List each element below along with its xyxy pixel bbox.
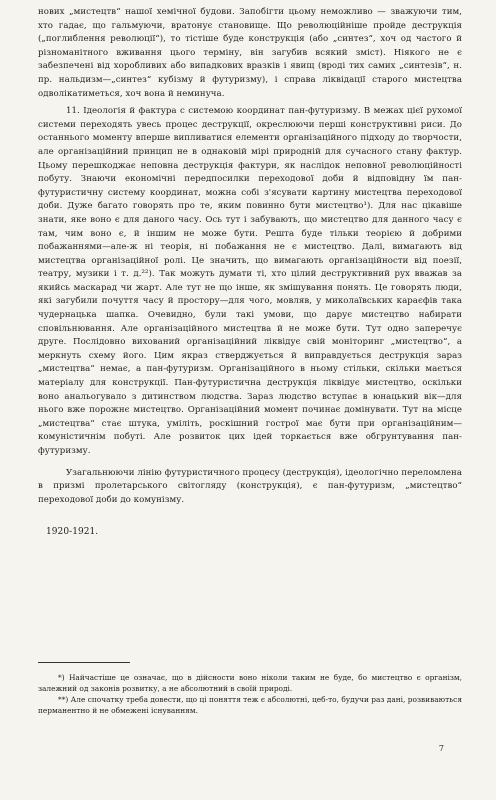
paragraph-section-11: 11. Ідеологія й фактура с системою координат пан-футуризму. В межах цієї рухомої системи переходять увесь процес деструкції, окреслюючи перші конструктивні риси. До останнього моменту вперше випливатися елементи організаційного підходу до творчости, але організаційний принцип не в однаковій мірі природній для сучасного стану фактур. Цьому перешкоджає неповна деструкція фактури, як наслідок неповної революційності побуту. Знаючи економічні передпосилки переходової доби й відповідну їм пан-футуристичну систему координат, можна собі з'ясувати картину мистецтва переходової доби. Дуже багато говорять про те, яким повинно бути мистецтво¹). Для нас цікавіше знати, яке воно є для даного часу. Ось тут і забувають, що мистецтво для данного часу є там, чим воно є, й іншим не може бути. Решта буде тільки теорією й добрими побажаннями—але-ж ні теорія, ні побажання не є мистецтво. Далі, вимагають від мистецтва організаційної ролі. Це значить, що вимагають організаційности від поезії, театру, музики і т. д.²²). Так можуть думати ті, хто цілий деструктивний рух вважав за якийсь маскарад чи жарт. Але тут не що інше, як змішування понять. Це говорять люди, які загубили почуття часу й простору—для чого, мовляв, у миколаївських караєфів така чудернацька шапка. Очевидно, були такі умови, що дарує мистецтво набирати сповільнювання. Але організаційного мистецтва й не може бути. Тут одно заперечує друге. Послідовно вихований організаційний ліквідує свій моніторинг „мистецтво“, а меркнуть схему його. Цим якраз стверджується й виправдується деструкція зараз „мистецтва“ немає, а пан-футуризм. Організаційного в ньому стільки, скільки мається матеріалу для конструкції. Пан-футуристична деструкція ліквідує мистецтво, оскільки воно анальогувало з дитинством людства. Зараз людство вступає в юнацький вік—для нього вже порожнє мистецтво. Організаційний момент починає домінувати. Тут на місце „мистецтва“ стає штука, уміліть, роскішний гострої має бути при організаційним—комуністичнім побуті. Але розвиток цих ідей торкається вже обгрунтування пан-футуризму.: [38, 106, 462, 456]
footnote-1: *) Найчастіше це означає, що в дійсности воно ніколи таким не буде, бо мистецтво є організм, залежний од законів розвитку, а не абсолютний в своїй природі.: [38, 673, 462, 693]
paragraph-continuation: нових „мистецтв“ нашої хемічної будови. Запобігти цьому неможливо — зважуючи тим, хто гадає, що гальмуючи, вратонує становище. Що революційніше пройде деструкція („поглиблення революції“), то тістіше буде конструкція (або „синтез“, хоч од частого й різноманітного вживання цього терміну, він загубив всякий зміст). Ніякого не є забезпечені від хоробливих або випадкових вразків і явищ (вроді тих самих „синтезів“, н. пр. нальдизм—„синтез“ кубізму й футуризму), і справа ліквідації старого мистецтва одволікатиметься, хоч вона й неминуча.: [38, 7, 462, 99]
date-line: 1920-1921.: [46, 527, 99, 538]
footnote-divider: [38, 662, 130, 663]
footnotes: [38, 672, 462, 716]
page-number: 7: [438, 744, 444, 753]
footnote-2: **) Але спочатку треба довести, що ці поняття теж є абсолютні, цеб-то, будучи раз дані, розвиваються перманентно й не обмежені існуванням.: [38, 695, 462, 715]
paragraph-conclusion: Узагальнюючи лінію футуристичного процесу (деструкція), ідеологічно переломлена в призмі пролетарського світогляду (конструкція), є пан-футуризм, „мистецтво“ переходової доби до комунізму.: [38, 467, 462, 505]
